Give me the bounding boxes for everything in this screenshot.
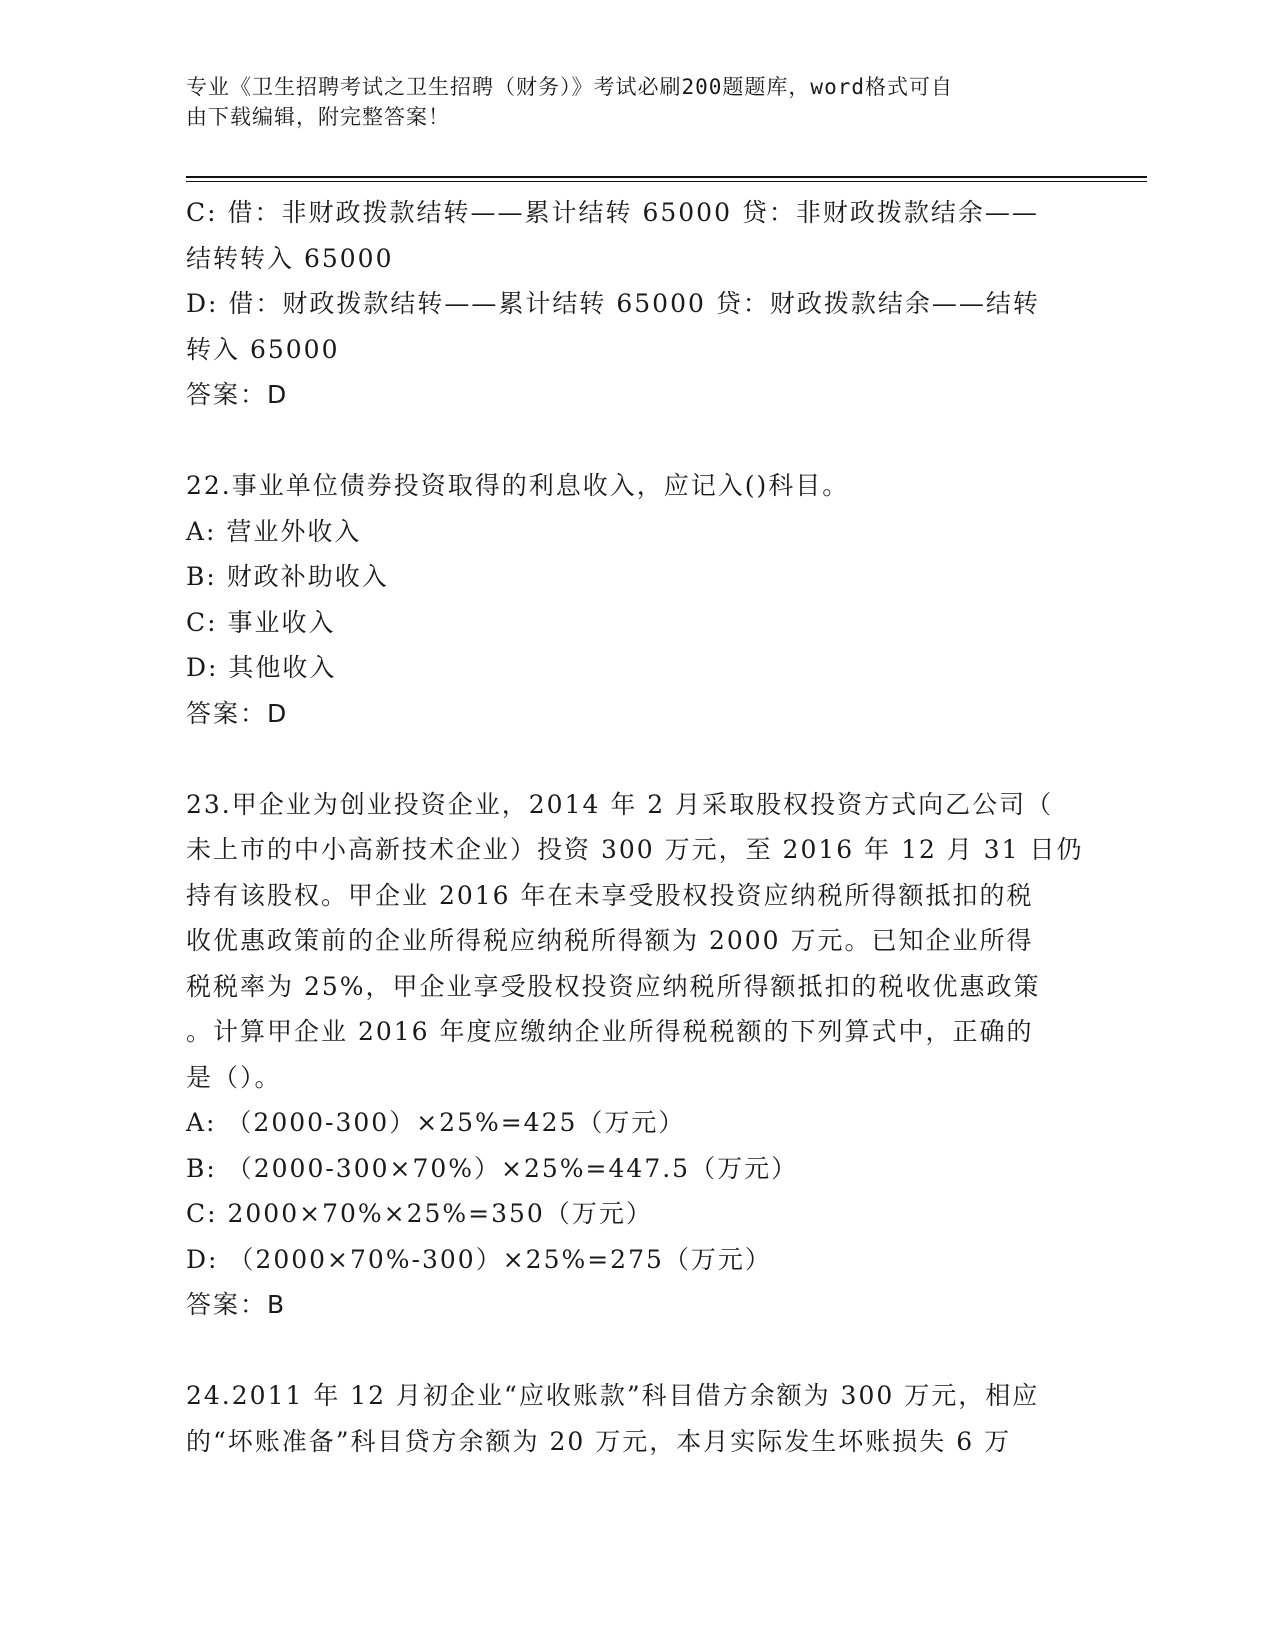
option-d-line-1: D: 借：财政拨款结转——累计结转 65000 贷：财政拨款结余——结转	[186, 289, 1040, 318]
question-stem-line-1: 23.甲企业为创业投资企业，2014 年 2 月采取股权投资方式向乙公司（	[186, 789, 1054, 819]
option-b: B: （2000-300×70%）×25%=447.5（万元）	[186, 1153, 799, 1183]
question-21-tail	[186, 190, 1086, 418]
question-stem-line-2: 未上市的中小高新技术企业）投资 300 万元，至 2016 年 12 月 31 日仍	[186, 835, 1084, 864]
header-divider-thick	[186, 176, 1147, 178]
spacer	[186, 1328, 1086, 1374]
option-c-line-1: C: 借：非财政拨款结转——累计结转 65000 贷：非财政拨款结余——	[186, 198, 1039, 227]
spacer	[186, 736, 1086, 782]
spacer	[186, 418, 1086, 464]
question-stem: 22.事业单位债券投资取得的利息收入，应记入()科目。	[186, 471, 850, 500]
option-b: B: 财政补助收入	[186, 562, 389, 591]
question-stem-line-7: 是（）。	[186, 1062, 282, 1092]
question-stem-line-5: 税税率为 25%，甲企业享受股权投资应纳税所得额抵扣的税收优惠政策	[186, 971, 1041, 1001]
header-line-1: 专业《卫生招聘考试之卫生招聘（财务）》考试必刷200题题库，word格式可自	[186, 75, 953, 99]
answer: 答案：D	[186, 698, 289, 728]
document-header	[186, 72, 1066, 132]
question-23	[186, 782, 1086, 1328]
question-stem-line-3: 持有该股权。甲企业 2016 年在未享受股权投资应纳税所得额抵扣的税	[186, 880, 1034, 910]
answer: 答案：D	[186, 380, 289, 409]
option-c: C: 2000×70%×25%=350（万元）	[186, 1199, 653, 1228]
option-d-line-2: 转入 65000	[186, 334, 340, 364]
header-line-2: 由下载编辑，附完整答案！	[186, 105, 450, 129]
option-a: A: 营业外收入	[186, 516, 362, 546]
option-a: A: （2000-300）×25%=425（万元）	[186, 1108, 686, 1137]
question-22	[186, 463, 1086, 736]
question-stem-line-1: 24.2011 年 12 月初企业“应收账款”科目借方余额为 300 万元，相应	[186, 1381, 1040, 1410]
question-24	[186, 1373, 1086, 1464]
question-stem-line-6: 。计算甲企业 2016 年度应缴纳企业所得税税额的下列算式中，正确的	[186, 1017, 1034, 1046]
option-c-line-2: 结转转入 65000	[186, 243, 394, 273]
header-divider-thin	[186, 181, 1147, 182]
question-stem-line-2: 的“坏账准备”科目贷方余额为 20 万元，本月实际发生坏账损失 6 万	[186, 1426, 1012, 1456]
option-c: C: 事业收入	[186, 607, 336, 637]
option-d: D: 其他收入	[186, 653, 337, 682]
option-d: D: （2000×70%-300）×25%=275（万元）	[186, 1244, 772, 1274]
document-body	[186, 190, 1086, 1464]
question-stem-line-4: 收优惠政策前的企业所得税应纳税所得额为 2000 万元。已知企业所得	[186, 926, 1034, 955]
answer: 答案：B	[186, 1290, 287, 1319]
